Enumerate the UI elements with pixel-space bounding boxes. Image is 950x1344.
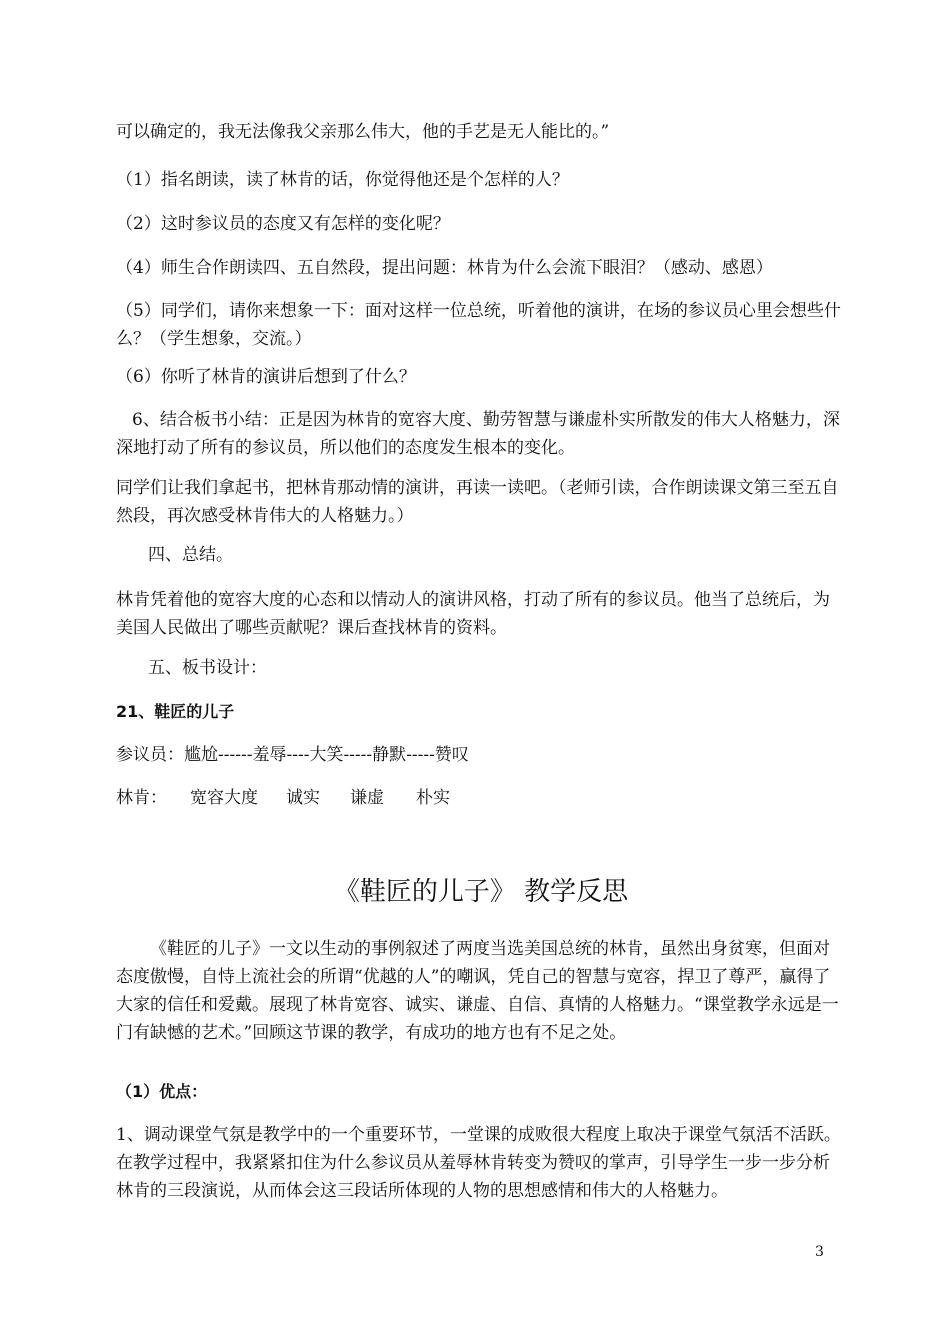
trait-item: 谦虚: [350, 788, 384, 808]
page-number: 3: [815, 1244, 824, 1260]
trait-item: 朴实: [416, 788, 450, 808]
reflection-intro: 《鞋匠的儿子》一文以生动的事例叙述了两度当选美国总统的林肯，虽然出身贫寒，但面对态度傲慢，自恃上流社会的所谓“优越的人”的嘲讽，凭自己的智慧与宽容，捍卫了尊严，赢得了大家的信任和爱戴。展现了林肯宽容、诚实、谦虚、自信、真情的人格魅力。“课堂教学永远是一门有缺憾的艺术。”回顾这节课的教学，有成功的地方也有不足之处。: [116, 939, 839, 1043]
question-1: （1）指名朗读，读了林肯的话，你觉得他还是个怎样的人？: [116, 170, 569, 190]
reread-paragraph: 同学们让我们拿起书，把林肯那动情的演讲，再读一读吧。（老师引读，合作朗读课文第三至五自然段，再次感受林肯伟大的人格魅力。）: [116, 478, 839, 526]
question-6: （6）你听了林肯的演讲后想到了什么？: [116, 367, 416, 387]
section-5-title: 五、板书设计：: [148, 658, 267, 678]
reflection-title: 《鞋匠的儿子》 教学反思: [333, 877, 629, 907]
board-lincoln-line: [116, 784, 846, 812]
board-lincoln-label: 林肯：: [116, 788, 167, 808]
question-2: （2）这时参议员的态度又有怎样的变化呢？: [116, 214, 450, 234]
trait-item: 宽容大度: [190, 788, 258, 808]
question-5: （5）同学们，请你来想象一下：面对这样一位总统，听着他的演讲，在场的参议员心里会想些什么？（学生想象，交流。）: [116, 301, 841, 349]
advantage-point-1: 1、调动课堂气氛是教学中的一个重要环节，一堂课的成败很大程度上取决于课堂气氛活不活跃。在教学过程中，我紧紧扣住为什么参议员从羞辱林肯转变为赞叹的掌声，引导学生一步一步分析林肯的三段演说，从而体会这三段话所体现的人物的思想感情和伟大的人格魅力。: [116, 1125, 841, 1201]
board-senators-line: 参议员：尴尬------羞辱----大笑-----静默-----赞叹: [116, 745, 469, 765]
paragraph-continuation: 可以确定的，我无法像我父亲那么伟大，他的手艺是无人能比的。”: [116, 122, 610, 142]
conclusion-paragraph: 林肯凭着他的宽容大度的心态和以情动人的演讲风格，打动了所有的参议员。他当了总统后，为美国人民做出了哪些贡献呢？课后查找林肯的资料。: [116, 590, 830, 638]
question-4: （4）师生合作朗读四、五自然段，提出问题：林肯为什么会流下眼泪？（感动、感恩）: [116, 258, 773, 278]
summary-step-6: 6、结合板书小结：正是因为林肯的宽容大度、勤劳智慧与谦虚朴实所散发的伟大人格魅力，深深地打动了所有的参议员，所以他们的态度发生根本的变化。: [116, 410, 840, 458]
board-design-title: 21、鞋匠的儿子: [116, 702, 235, 721]
trait-item: 诚实: [286, 788, 320, 808]
advantages-title: （1）优点：: [116, 1082, 208, 1101]
section-4-title: 四、总结。: [148, 545, 233, 565]
